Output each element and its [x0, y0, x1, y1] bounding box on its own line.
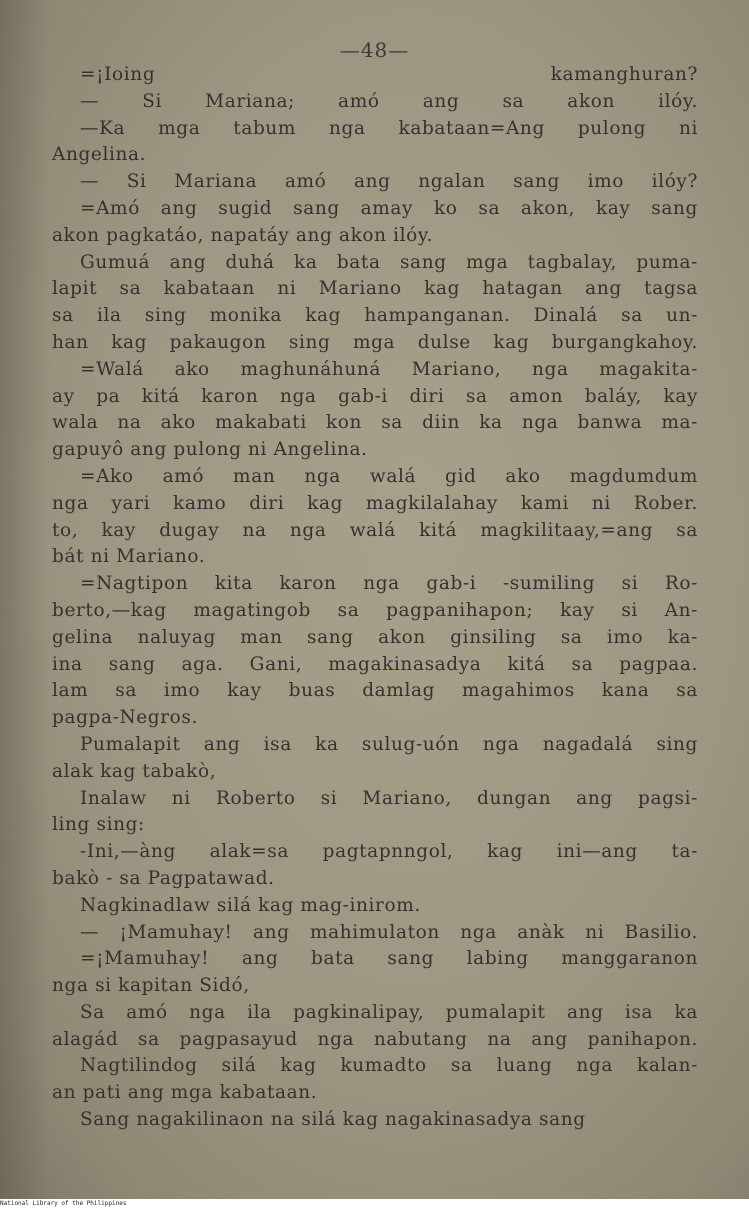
text-line: han kag pakaugon sing mga dulse kag burgangkahoy. — [52, 331, 698, 353]
page-number: —48— — [339, 38, 410, 62]
text-line: =¡Mamuhay! ang bata sang labing manggaranon — [80, 948, 698, 970]
text-line: Gumuá ang duhá ka bata sang mga tagbalay, puma- — [80, 251, 698, 273]
text-line: =Ako amó man nga walá gid ako magdumdum — [80, 465, 698, 487]
text-line: an pati ang mga kabataan. — [52, 1082, 318, 1104]
text-line: sa ila sing monika kag hampanganan. Dinalá sa un- — [52, 305, 698, 327]
text-line: alagád sa pagpasayud nga nabutang na ang panihapon. — [52, 1028, 698, 1050]
text-line: pagpa-Negros. — [52, 707, 198, 729]
text-line: ina sang aga. Gani, magakinasadya kitá sa pagpaa. — [52, 653, 698, 675]
text-line: —Ka mga tabum nga kabataan=Ang pulong ni — [80, 117, 698, 139]
text-line: wala na ako makabati kon sa diin ka nga banwa ma- — [52, 412, 698, 434]
text-line: bát ni Mariano. — [52, 546, 206, 568]
text-line: Sang nagakilinaon na silá kag nagakinasadya sang — [80, 1109, 586, 1131]
library-credit: National Library of the Philippines — [0, 1200, 127, 1207]
text-line: =Amó ang sugid sang amay ko sa akon, kay sang — [80, 197, 698, 219]
text-line: — Si Mariana amó ang ngalan sang imo ilóy? — [80, 171, 698, 193]
text-line: akon pagkatáo, napatáy ang akon ilóy. — [52, 224, 433, 246]
text-line: Sa amó nga ila pagkinalipay, pumalapit ang isa ka — [80, 1001, 698, 1023]
text-line: ay pa kitá karon nga gab-i diri sa amon baláy, kay — [52, 385, 698, 407]
text-line: Angelina. — [52, 144, 147, 166]
text-line: nga yari kamo diri kag magkilalahay kami ni Rober. — [52, 492, 698, 514]
text-line: gapuyô ang pulong ni Angelina. — [52, 439, 368, 461]
text-line: =Walá ako maghunáhuná Mariano, nga magakita- — [80, 358, 698, 380]
text-line: — Si Mariana; amó ang sa akon ilóy. — [80, 90, 698, 112]
text-line: Nagkinadlaw silá kag mag-inirom. — [80, 894, 421, 916]
page-shadow — [0, 0, 50, 1199]
page-body-text — [52, 62, 698, 1134]
text-line: Inalaw ni Roberto si Mariano, dungan ang pagsi- — [80, 787, 698, 809]
text-line: -Ini,—àng alak=sa pagtapnngol, kag ini—ang ta- — [80, 841, 698, 863]
text-line: berto,—kag magatingob sa pagpanihapon; kay si An- — [52, 599, 698, 621]
text-line: nga si kapitan Sidó, — [52, 975, 250, 997]
text-line: Nagtilindog silá kag kumadto sa luang nga kalan- — [80, 1055, 698, 1077]
text-line: gelina naluyag man sang akon ginsiling sa imo ka- — [52, 626, 698, 648]
text-line: — ¡Mamuhay! ang mahimulaton nga anàk ni Basilio. — [80, 921, 698, 943]
text-line: Pumalapit ang isa ka sulug-uón nga nagadalá sing — [80, 733, 698, 755]
text-line: lapit sa kabataan ni Mariano kag hatagan ang tagsa — [52, 278, 698, 300]
text-line: =Nagtipon kita karon nga gab-i -sumiling si Ro- — [80, 573, 698, 595]
text-line: alak kag tabakò, — [52, 760, 217, 782]
text-line: lam sa imo kay buas damlag magahimos kana sa — [52, 680, 698, 702]
text-line: bakò - sa Pagpatawad. — [52, 867, 275, 889]
text-line: to, kay dugay na nga walá kitá magkilitaay,=ang sa — [52, 519, 698, 541]
text-line: ling sing: — [52, 814, 145, 836]
text-line: =¡Ioing kamanghuran? — [80, 64, 698, 85]
